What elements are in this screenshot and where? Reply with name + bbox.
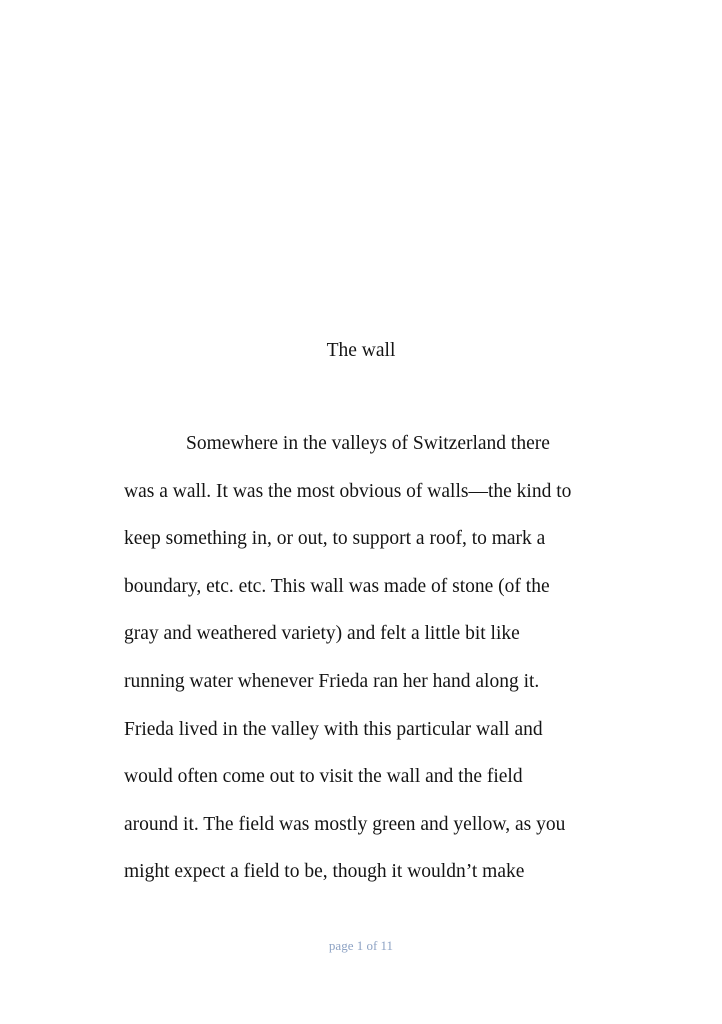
page-number-footer: page 1 of 11 [328, 938, 394, 953]
body-line: gray and weathered variety) and felt a little bit like [124, 623, 520, 645]
body-line: around it. The field was mostly green and yellow, as you [124, 813, 566, 835]
document-title: The wall [326, 340, 396, 361]
body-line: Frieda lived in the valley with this particular wall and [124, 718, 543, 740]
body-line: boundary, etc. etc. This wall was made of stone (of the [124, 575, 550, 597]
body-line: Somewhere in the valleys of Switzerland there [186, 433, 550, 454]
body-line: running water whenever Frieda ran her hand along it. [124, 670, 540, 692]
body-line: keep something in, or out, to support a roof, to mark a [124, 528, 546, 550]
body-line: would often come out to visit the wall and the field [124, 766, 523, 788]
body-line: might expect a field to be, though it wouldn’t make [124, 861, 525, 883]
body-line: was a wall. It was the most obvious of walls—the kind to [124, 480, 572, 502]
document-body [124, 429, 624, 905]
